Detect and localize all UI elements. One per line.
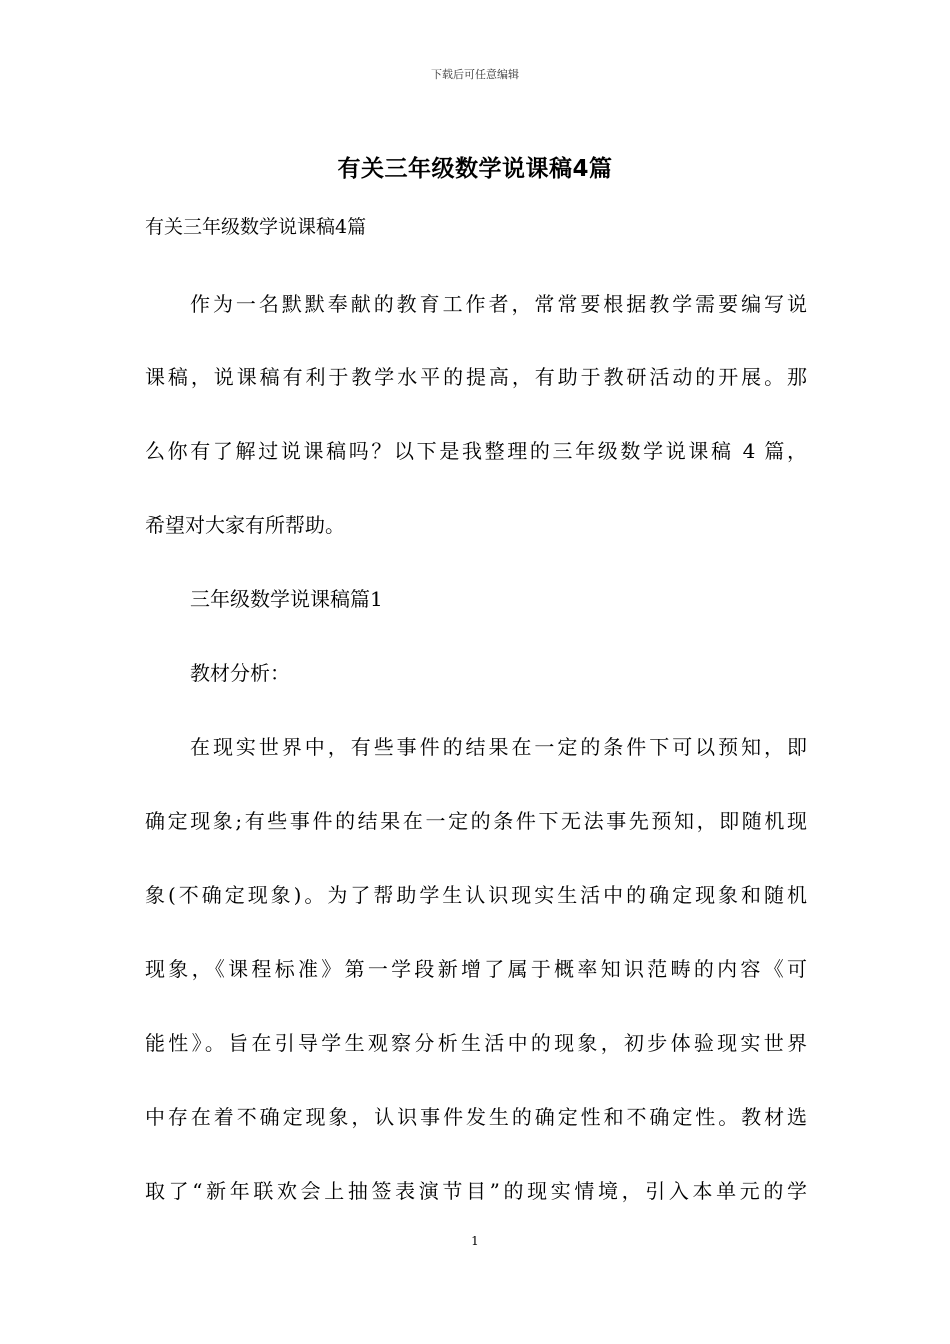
body-line: 能性》。旨在引导学生观察分析生活中的现象，初步体验现实世界: [145, 1031, 807, 1055]
body-line: 象(不确定现象)。为了帮助学生认识现实生活中的确定现象和随机: [145, 883, 807, 907]
body-line: 取了“新年联欢会上抽签表演节目”的现实情境，引入本单元的学: [145, 1179, 807, 1203]
section-heading: 三年级数学说课稿篇1: [190, 587, 383, 611]
document-title: 有关三年级数学说课稿4篇: [337, 156, 613, 182]
body-line: 现象，《课程标准》第一学段新增了属于概率知识范畴的内容《可: [145, 957, 807, 981]
subheading: 教材分析：: [190, 661, 290, 685]
intro-line: 课稿，说课稿有利于教学水平的提高，有助于教研活动的开展。那: [145, 365, 807, 389]
intro-line: 作为一名默默奉献的教育工作者，常常要根据教学需要编写说: [190, 292, 807, 316]
body-line: 中存在着不确定现象，认识事件发生的确定性和不确定性。教材选: [145, 1105, 807, 1129]
header-note: 下载后可任意编辑: [431, 68, 519, 81]
document-subtitle: 有关三年级数学说课稿4篇: [145, 216, 367, 238]
page-number: 1: [471, 1234, 479, 1248]
body-line: 确定现象;有些事件的结果在一定的条件下无法事先预知，即随机现: [145, 809, 807, 833]
body-line: 在现实世界中，有些事件的结果在一定的条件下可以预知，即: [190, 735, 807, 759]
intro-line: 希望对大家有所帮助。: [145, 513, 345, 537]
intro-line: 么你有了解过说课稿吗？以下是我整理的三年级数学说课稿 4 篇，: [145, 439, 807, 463]
